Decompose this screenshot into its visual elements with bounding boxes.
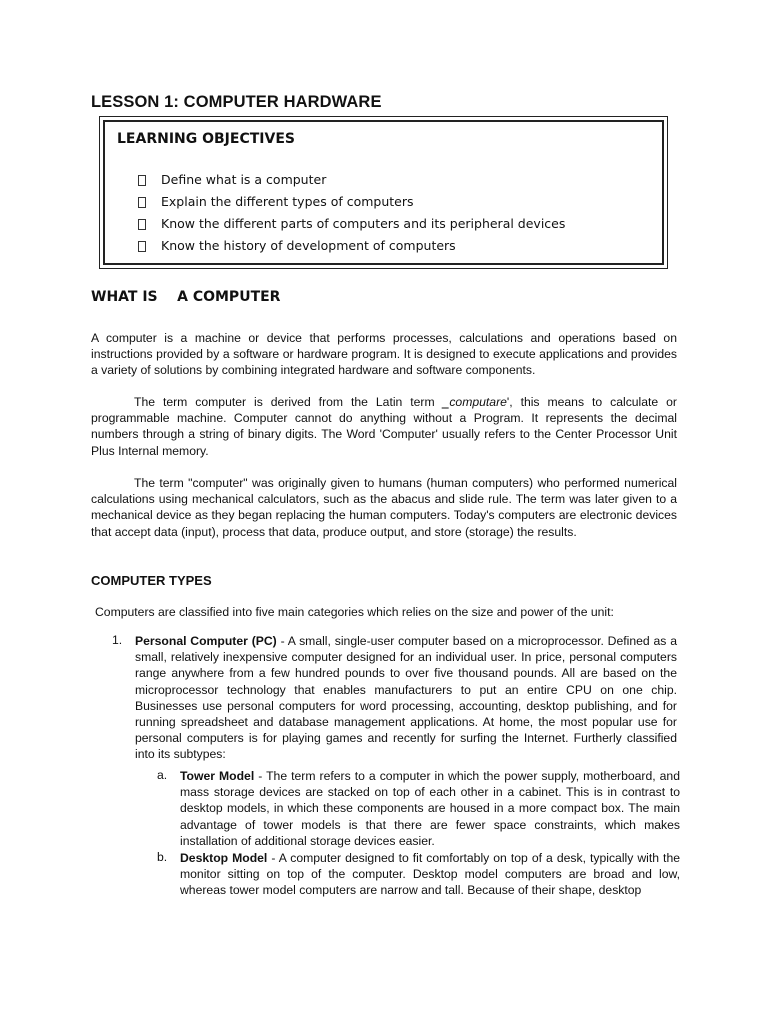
computer-type-text: - A small, single-user computer based on a microprocessor. Defined as a small, relatively inexpensive computer designed for an individual user. In price, personal computers range anywhere from a few hundred pounds to over five thousand pounds. All are based on the microprocessor technology that enables manufacturers to put an entire CPU on one chip. Businesses use personal computers for word processing, accounting, desktop publishing, and for running spreadsheet and database management applications. At home, the most popular use for personal computers is for playing games and recently for surfing the Internet. Furtherly classified into its subtypes: xyxy=(135,634,677,762)
computer-types-heading: COMPUTER TYPES xyxy=(91,573,212,588)
square-bullet-icon xyxy=(138,175,146,186)
latin-term: ‗computare xyxy=(442,395,507,409)
subtype-letter: b. xyxy=(157,850,168,864)
etymology-text-end: ', this means to calculate or programmable machine. Computer cannot do anything without a Program. It represents the decimal numbers through a string of binary digits. The Word 'Computer' usually refers to the Center Processor Unit Plus Internal memory. xyxy=(91,395,677,458)
learning-objectives-box xyxy=(99,116,668,269)
lesson-title: LESSON 1: COMPUTER HARDWARE xyxy=(91,93,382,111)
what-is-computer-heading: WHAT IS A COMPUTER xyxy=(91,289,281,305)
subtype-term: Tower Model xyxy=(180,769,255,783)
subtype-text: - A computer designed to fit comfortably on top of a desk, typically with the monitor sitting on top of the computer. Desktop model computers are broad and low, whereas tower model computers are narrow and tall. Because of their shape, desktop xyxy=(180,851,680,898)
subtype-text: - The term refers to a computer in which the power supply, motherboard, and mass storage devices are stacked on top of each other in a cabinet. This is in contrast to desktop models, in which these components are housed in a more compact box. The main advantage of tower models is that there are fewer space constraints, which makes installation of additional storage devices easier. xyxy=(180,769,680,848)
objective-item xyxy=(138,234,565,256)
etymology-text-start: The term computer is derived from the Latin term xyxy=(134,395,443,409)
history-paragraph: The term "computer" was originally given to humans (human computers) who performed numerical calculations using mechanical calculators, such as the abacus and slide rule. The term was later given to a mechanical device as they began replacing the human computers. Today's computers are electronic devices that accept data (input), process that data, produce output, and store (storage) the results. xyxy=(91,476,677,539)
square-bullet-icon xyxy=(138,219,146,230)
subtype-description xyxy=(180,850,680,899)
computer-type-description xyxy=(135,633,677,763)
etymology-paragraph xyxy=(91,394,677,459)
subtype-letter: a. xyxy=(157,768,168,782)
subtype-term: Desktop Model xyxy=(180,851,268,865)
objective-item xyxy=(138,212,565,234)
objective-text: Know the history of development of computers xyxy=(161,237,456,253)
objective-text: Define what is a computer xyxy=(161,171,327,187)
objective-item xyxy=(138,168,565,190)
list-number: 1. xyxy=(112,633,123,647)
learning-objectives-list xyxy=(138,168,565,256)
definition-paragraph: A computer is a machine or device that performs processes, calculations and operations based on instructions provided by a software or hardware program. It is designed to execute applications and provides a variety of solutions by combining integrated hardware and software components. xyxy=(91,331,677,378)
learning-objectives-heading: LEARNING OBJECTIVES xyxy=(117,131,295,147)
computer-type-term: Personal Computer (PC) xyxy=(135,634,277,648)
computer-types-intro: Computers are classified into five main categories which relies on the size and power of the unit: xyxy=(95,605,614,619)
square-bullet-icon xyxy=(138,197,146,208)
square-bullet-icon xyxy=(138,241,146,252)
learning-objectives-inner-frame xyxy=(103,120,664,265)
objective-item xyxy=(138,190,565,212)
subtype-description xyxy=(180,768,680,849)
objective-text: Know the different parts of computers and its peripheral devices xyxy=(161,215,566,231)
objective-text: Explain the different types of computers xyxy=(161,193,414,209)
